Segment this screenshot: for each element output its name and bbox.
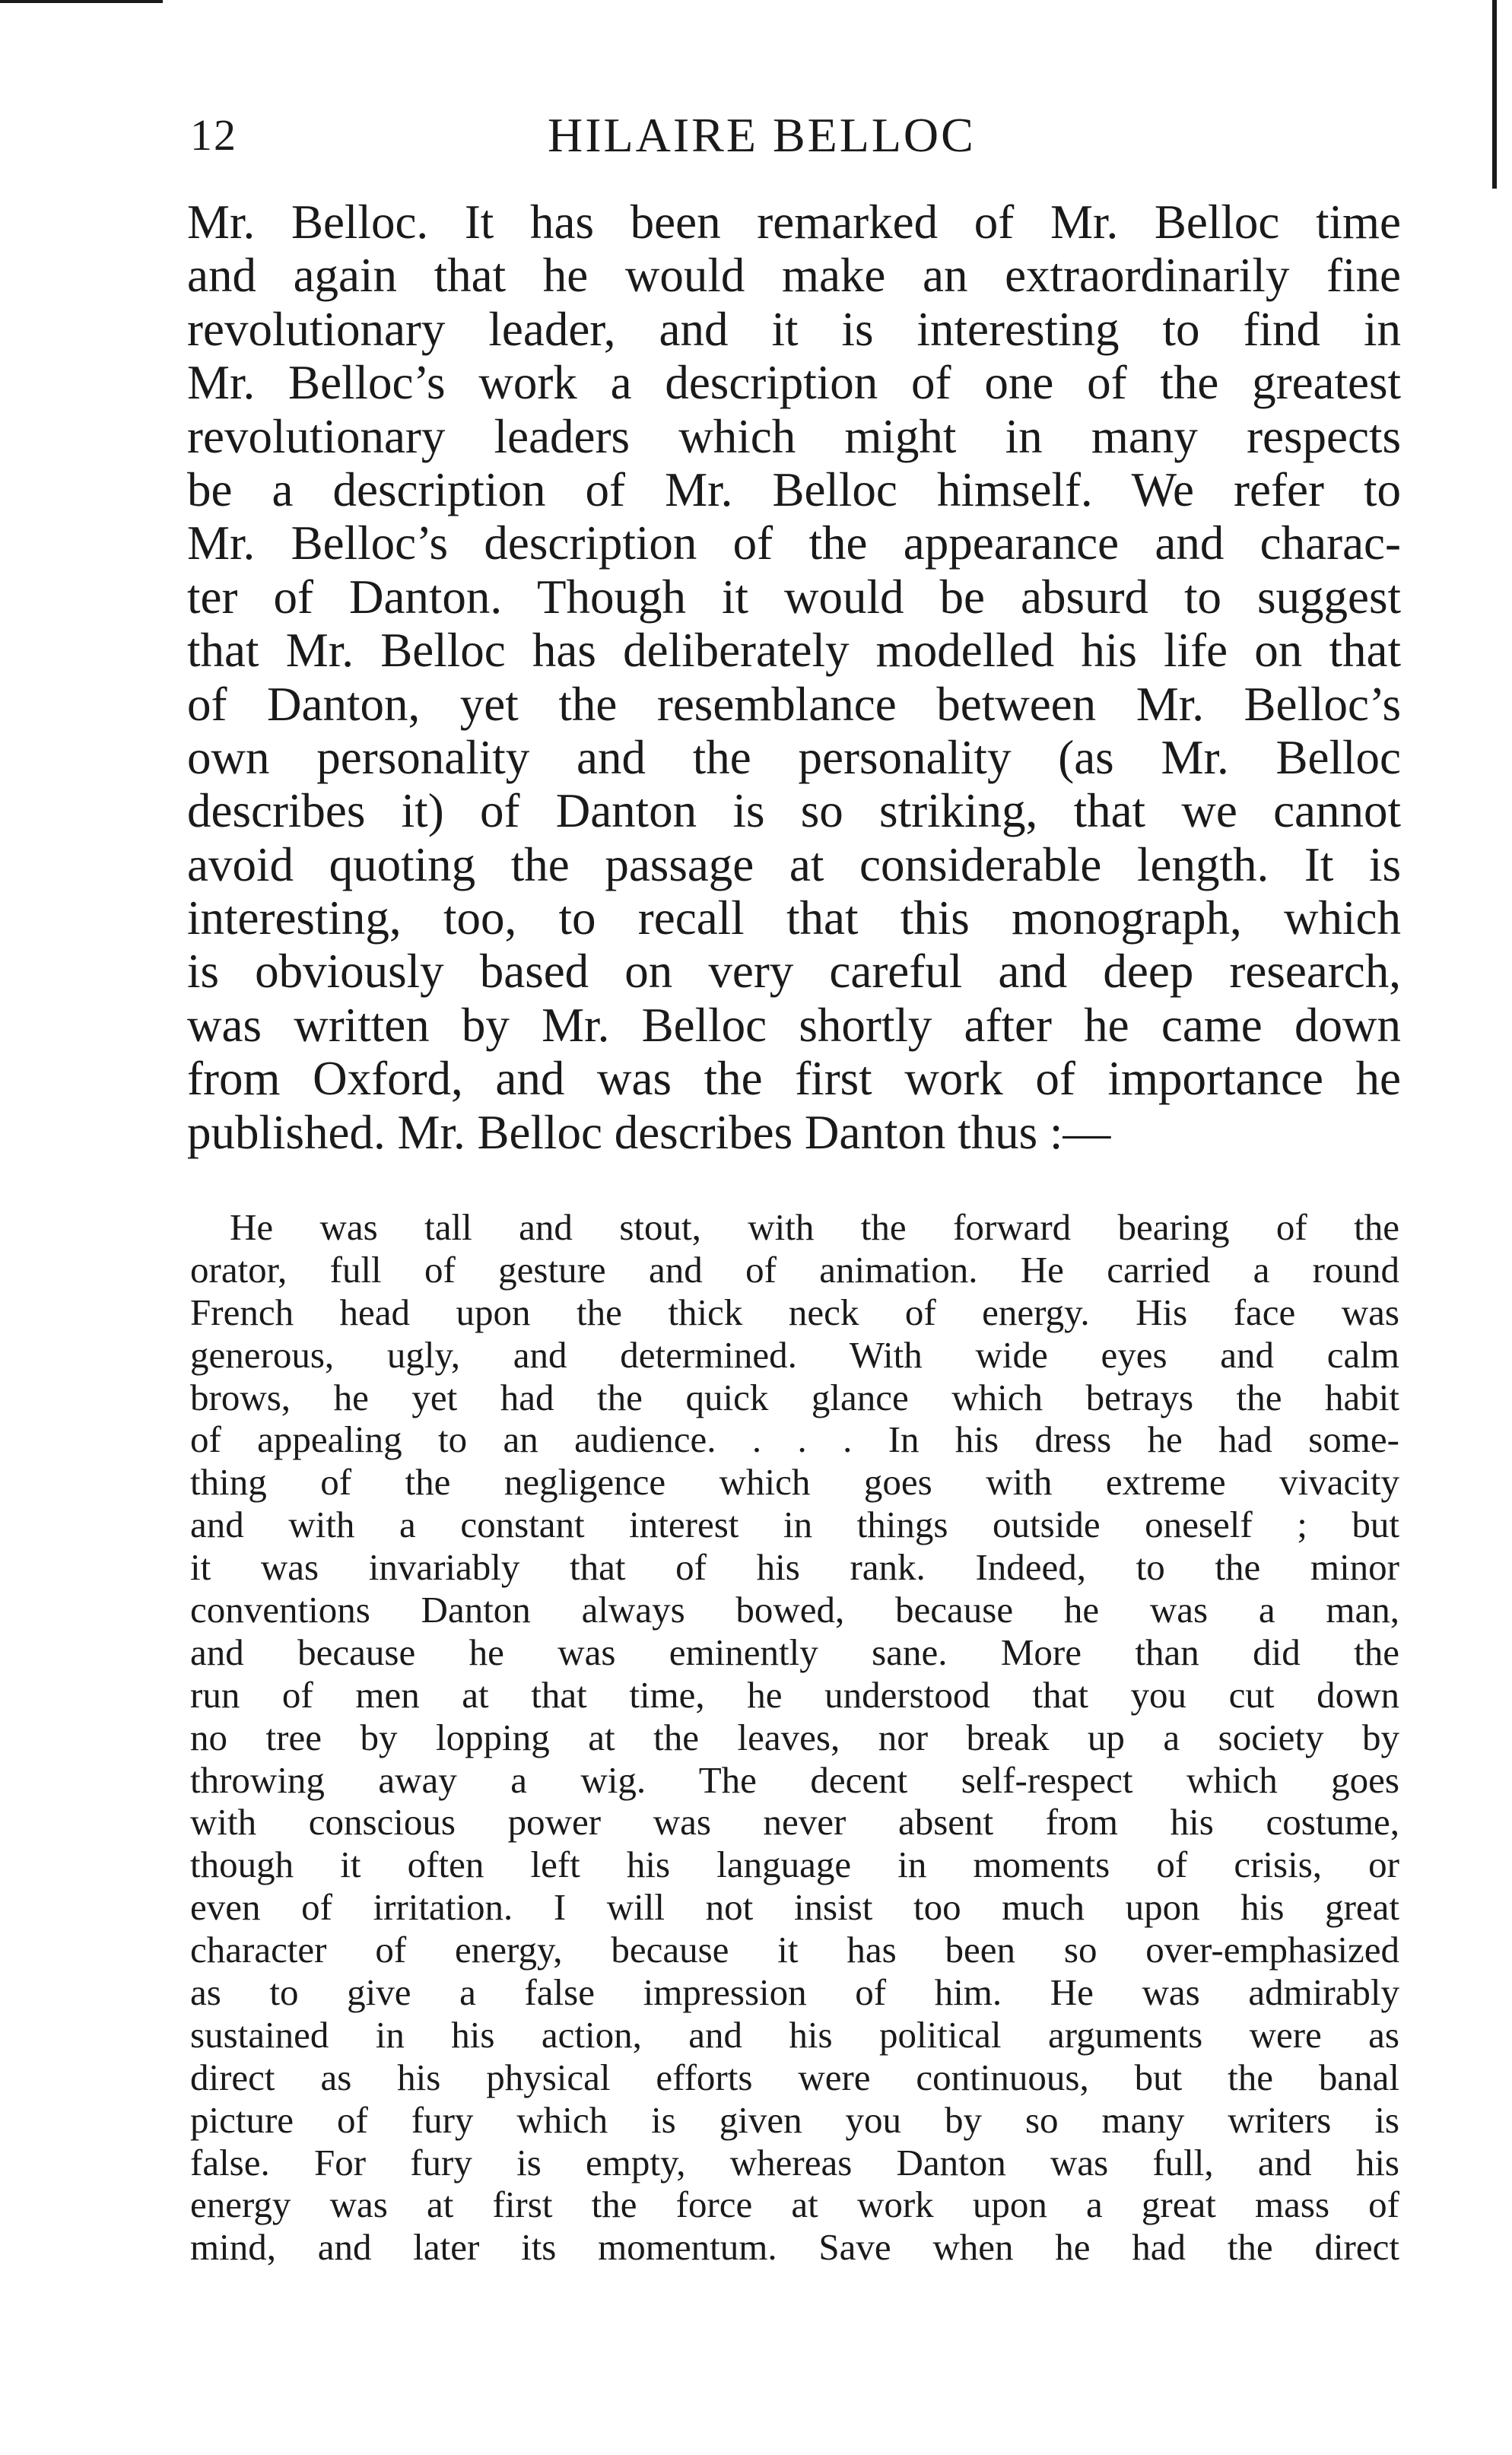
body-line: Mr. Belloc’s description of the appearance and charac- [187, 516, 1401, 570]
quote-line: it was invariably that of his rank. Indeed, to the minor [190, 1546, 1399, 1589]
quote-line: generous, ugly, and determined. With wide eyes and calm [190, 1333, 1399, 1376]
scan-edge-mark-top [0, 0, 163, 3]
body-paragraph [187, 195, 1401, 1159]
quote-line: run of men at that time, he understood that you cut down [190, 1673, 1399, 1716]
body-line: published. Mr. Belloc describes Danton thus :— [187, 1105, 1111, 1159]
quote-line: as to give a false impression of him. He was admirably [190, 1971, 1399, 2014]
quote-line: picture of fury which is given you by so many writers is [190, 2098, 1399, 2141]
quote-line: no tree by lopping at the leaves, nor break up a society by [190, 1716, 1399, 1758]
quote-line: brows, he yet had the quick glance which betrays the habit [190, 1376, 1399, 1418]
quote-line: sustained in his action, and his political arguments were as [190, 2013, 1399, 2056]
quote-line: even of irritation. I will not insist too much upon his great [190, 1886, 1399, 1929]
body-line: was written by Mr. Belloc shortly after he came down [187, 998, 1401, 1052]
quote-line: throwing away a wig. The decent self-respect which goes [190, 1758, 1399, 1801]
quote-line: and because he was eminently sane. More than did the [190, 1631, 1399, 1673]
quote-line: thing of the negligence which goes with extreme vivacity [190, 1461, 1399, 1504]
body-line: ter of Danton. Though it would be absurd to suggest [187, 570, 1401, 624]
quote-line: He was tall and stout, with the forward bearing of the [230, 1206, 1399, 1248]
body-line: revolutionary leaders which might in many respects [187, 409, 1401, 463]
body-line: avoid quoting the passage at considerable length. It is [187, 837, 1401, 891]
body-line: own personality and the personality (as Mr. Belloc [187, 730, 1401, 784]
quote-line: of appealing to an audience. . . . In his dress he had some- [190, 1418, 1399, 1461]
quote-line: with conscious power was never absent from his costume, [190, 1801, 1399, 1844]
quote-line: orator, full of gesture and of animation. He carried a round [190, 1248, 1399, 1291]
page-number: 12 [190, 110, 237, 160]
body-line: of Danton, yet the resemblance between Mr. Belloc’s [187, 677, 1401, 731]
body-line: from Oxford, and was the first work of importance he [187, 1052, 1401, 1106]
block-quote [190, 1206, 1399, 2269]
quote-line: mind, and later its momentum. Save when he had the direct [190, 2226, 1399, 2269]
quote-line: conventions Danton always bowed, because he was a man, [190, 1589, 1399, 1631]
quote-line: French head upon the thick neck of energy. His face was [190, 1291, 1399, 1333]
quote-line: and with a constant interest in things outside oneself ; but [190, 1504, 1399, 1546]
running-title: HILAIRE BELLOC [548, 108, 976, 162]
body-line: revolutionary leader, and it is interesting to find in [187, 302, 1401, 356]
scan-edge-mark-right [1492, 0, 1497, 189]
quote-line: though it often left his language in moments of crisis, or [190, 1844, 1399, 1886]
quote-line: character of energy, because it has been so over-emphasized [190, 1929, 1399, 1971]
body-line: interesting, too, to recall that this monograph, which [187, 891, 1401, 945]
body-line: be a description of Mr. Belloc himself. We refer to [187, 462, 1401, 516]
body-line: is obviously based on very careful and deep research, [187, 945, 1401, 999]
body-line: and again that he would make an extraordinarily fine [187, 249, 1401, 303]
body-line: describes it) of Danton is so striking, that we cannot [187, 784, 1401, 838]
body-line: that Mr. Belloc has deliberately modelled his life on that [187, 624, 1401, 678]
quote-line: false. For fury is empty, whereas Danton was full, and his [190, 2141, 1399, 2183]
quote-line: energy was at first the force at work upon a great mass of [190, 2183, 1399, 2226]
body-line: Mr. Belloc’s work a description of one of the greatest [187, 356, 1401, 410]
running-head [190, 105, 1392, 166]
body-line: Mr. Belloc. It has been remarked of Mr. Belloc time [187, 195, 1401, 249]
quote-line: direct as his physical efforts were continuous, but the banal [190, 2056, 1399, 2098]
